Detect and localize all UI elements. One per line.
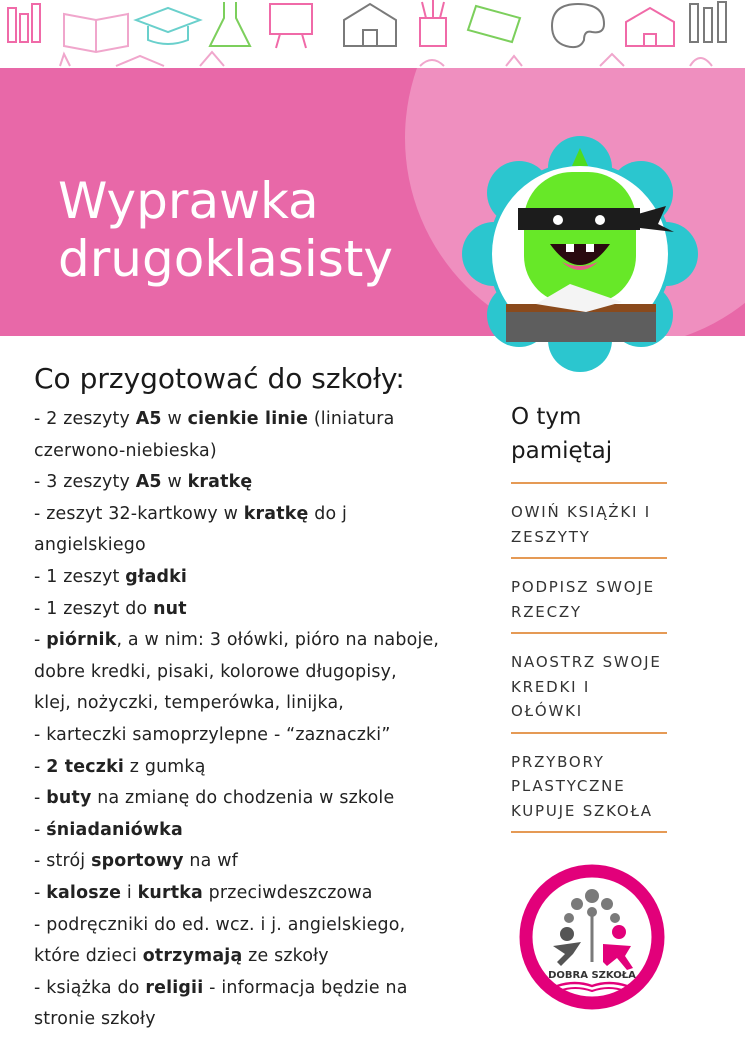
desk-icon bbox=[506, 308, 656, 342]
checklist-bold-text: cienkie linie bbox=[187, 409, 309, 429]
checklist-text: do j bbox=[308, 503, 348, 524]
reminder-item bbox=[511, 482, 667, 557]
checklist-text: - podręczniki do ed. wcz. i j. angielskiego, bbox=[34, 914, 406, 935]
reminder-text: NAOSTRZ SWOJE bbox=[511, 653, 662, 671]
checklist-bold-text: A5 bbox=[135, 409, 162, 429]
checklist-text: - 1 zeszyt bbox=[34, 566, 126, 587]
checklist-line bbox=[34, 688, 514, 720]
checklist-text: - bbox=[34, 630, 47, 651]
checklist-line bbox=[34, 720, 514, 752]
checklist-text: i bbox=[121, 882, 138, 903]
paint-palette-icon bbox=[552, 4, 604, 47]
checklist-line bbox=[34, 404, 514, 436]
checklist-text: ze szkoły bbox=[242, 946, 329, 967]
checklist-text: (liniatura bbox=[308, 409, 395, 429]
reminder-text: PRZYBORY bbox=[511, 752, 605, 771]
flask-icon bbox=[210, 2, 250, 46]
checklist-text: angielskiego bbox=[34, 535, 146, 556]
checklist-text: - bbox=[34, 756, 47, 777]
open-book-icon bbox=[64, 14, 128, 52]
checklist-line bbox=[34, 815, 514, 847]
checklist-text: - 3 zeszyty bbox=[34, 472, 136, 493]
checklist-line bbox=[34, 783, 514, 815]
reminder-item bbox=[511, 732, 667, 834]
checklist-bold-text: śniadaniówka bbox=[46, 819, 183, 840]
checklist-text: , a w nim: 3 ołówki, pióro na naboje, bbox=[116, 630, 440, 651]
reminders-heading bbox=[511, 400, 612, 468]
checklist-bold-text: kurtka bbox=[137, 882, 203, 903]
checklist-text: które dzieci bbox=[34, 946, 143, 967]
checklist-text: na wf bbox=[183, 851, 238, 872]
checklist-line bbox=[34, 973, 514, 1005]
checklist-bold-text: piórnik bbox=[46, 630, 117, 651]
checklist-text: - zeszyt 32-kartkowy w bbox=[34, 503, 244, 524]
checklist-text: w bbox=[161, 409, 188, 429]
pencils-icon bbox=[8, 4, 40, 42]
reminders-list bbox=[511, 482, 667, 833]
reminder-text: KUPUJE SZKOŁA bbox=[511, 801, 653, 820]
pen-cup-icon bbox=[420, 0, 446, 46]
checklist-text: - bbox=[34, 882, 47, 903]
reminder-item bbox=[511, 557, 667, 632]
checklist-text: - 1 zeszyt do bbox=[34, 598, 154, 619]
checklist-bold-text: sportowy bbox=[91, 851, 184, 872]
checklist-text: - informacja będzie na bbox=[203, 977, 408, 998]
checklist-text: - bbox=[34, 819, 47, 840]
checklist-line bbox=[34, 594, 514, 626]
checklist-line bbox=[34, 530, 514, 562]
checklist-text: dobre kredki, pisaki, kolorowe długopisy, bbox=[34, 661, 397, 682]
notebook-icon bbox=[468, 6, 520, 42]
checklist-line bbox=[34, 436, 514, 468]
checklist-bold-text: kalosze bbox=[46, 882, 122, 903]
tools-icon bbox=[690, 2, 726, 42]
checklist-line bbox=[34, 562, 514, 594]
checklist-line bbox=[34, 910, 514, 942]
checklist-text: w bbox=[161, 472, 188, 493]
checklist-bold-text: 2 teczki bbox=[46, 756, 125, 777]
checklist-bold-text: kratkę bbox=[243, 503, 309, 524]
checklist-line bbox=[34, 499, 514, 531]
logo-text: DOBRA SZKOŁA bbox=[548, 970, 636, 981]
checklist-text: - karteczki samoprzylepne - “zaznaczki” bbox=[34, 724, 391, 745]
checklist-bold-text: buty bbox=[46, 788, 92, 809]
lower-doodles-icon bbox=[60, 52, 712, 66]
mascot-illustration bbox=[462, 136, 698, 380]
checklist-text: stronie szkoły bbox=[34, 1009, 156, 1030]
checklist-text: - książka do bbox=[34, 977, 146, 998]
school-supplies-doodle-strip bbox=[0, 0, 745, 68]
title-line-1: Wyprawka bbox=[58, 172, 319, 230]
checklist-bold-text: A5 bbox=[135, 472, 162, 493]
checklist-line bbox=[34, 625, 514, 657]
checklist-line bbox=[34, 846, 514, 878]
reminders-heading-line-2: pamiętaj bbox=[511, 438, 613, 464]
reminders-heading-line-1: O tym bbox=[511, 404, 582, 430]
checklist-line bbox=[34, 941, 514, 973]
checklist-bold-text: religii bbox=[145, 977, 204, 998]
checklist-text: z gumką bbox=[124, 756, 206, 777]
checklist-line bbox=[34, 878, 514, 910]
checklist-line bbox=[34, 1004, 514, 1036]
checklist-text: klej, nożyczki, temperówka, linijka, bbox=[34, 693, 345, 714]
checklist-text: - 2 zeszyty bbox=[34, 409, 136, 429]
reminder-text: ZESZYTY bbox=[511, 527, 591, 546]
title-line-2: drugoklasisty bbox=[58, 230, 393, 288]
checklist-text: - strój bbox=[34, 851, 92, 872]
reminder-text: RZECZY bbox=[511, 602, 582, 621]
checklist-bold-text: kratkę bbox=[187, 472, 253, 493]
checklist-text: na zmianę do chodzenia w szkole bbox=[91, 788, 395, 809]
checklist-text: czerwono-niebieska) bbox=[34, 440, 217, 461]
checklist-line bbox=[34, 467, 514, 499]
reminder-item bbox=[511, 632, 667, 732]
checklist-line bbox=[34, 752, 514, 784]
reminder-text: PODPISZ SWOJE bbox=[511, 578, 655, 596]
school-icon bbox=[626, 8, 674, 46]
checklist-text: przeciwdeszczowa bbox=[202, 882, 373, 903]
reminder-text: PLASTYCZNE bbox=[511, 777, 626, 795]
school-building-icon bbox=[344, 4, 396, 46]
graduation-cap-icon bbox=[136, 8, 200, 44]
checklist-text: - bbox=[34, 788, 47, 809]
checklist-heading: Co przygotować do szkoły: bbox=[34, 362, 405, 395]
checklist-bold-text: nut bbox=[153, 598, 187, 619]
checklist-line bbox=[34, 657, 514, 689]
checklist-bold-text: gładki bbox=[125, 566, 188, 587]
checklist-bold-text: otrzymają bbox=[142, 946, 243, 967]
page-title bbox=[58, 172, 393, 288]
reminder-text: OWIŃ KSIĄŻKI I bbox=[511, 503, 652, 521]
chalkboard-icon bbox=[270, 4, 312, 48]
supply-checklist bbox=[34, 404, 514, 1036]
dobra-szkola-logo bbox=[517, 862, 667, 1012]
reminder-text: KREDKI I OŁÓWKI bbox=[511, 677, 591, 720]
